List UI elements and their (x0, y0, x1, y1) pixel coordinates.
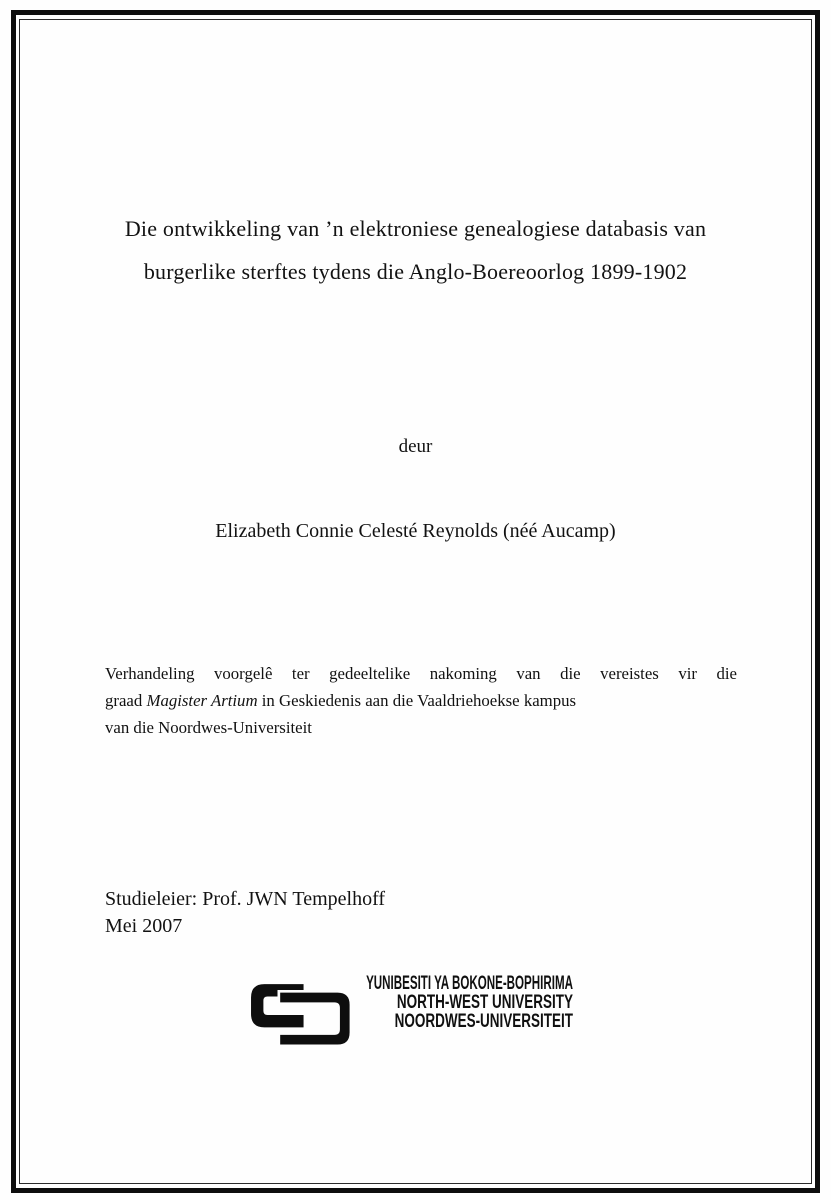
thesis-title-line-2: burgerlike sterftes tydens die Anglo-Boereoorlog 1899-1902 (143, 259, 688, 284)
thesis-title (0, 207, 831, 293)
submission-line-2-suffix: in Geskiedenis aan die Vaaldriehoekse kampus (257, 691, 577, 710)
byline-deur: deur (398, 436, 433, 457)
university-name-english: NORTH-WEST UNIVERSITY (396, 992, 573, 1013)
submission-line-3: van die Noordwes-Universiteit (105, 718, 312, 737)
submission-statement (105, 660, 737, 741)
submission-line-1: Verhandeling voorgelê ter gedeeltelike nakoming van die vereistes vir die (105, 664, 737, 683)
page-border-inner (19, 19, 812, 1184)
submission-line-2-prefix: graad (105, 691, 147, 710)
supervisor-and-date (105, 886, 385, 940)
degree-name-italic: Magister Artium (146, 691, 258, 710)
date-line: Mei 2007 (105, 915, 183, 937)
submission-line-2 (105, 687, 737, 714)
thesis-title-line-1: Die ontwikkeling van ’n elektroniese genealogiese databasis van (124, 216, 707, 241)
supervisor-line: Studieleier: Prof. JWN Tempelhoff (105, 888, 386, 910)
author-name: Elizabeth Connie Celesté Reynolds (néé Aucamp) (215, 520, 616, 542)
university-name-setswana: YUNIBESITI YA BOKONE-BOPHIRIMA (366, 973, 573, 994)
university-name-afrikaans: NOORDWES-UNIVERSITEIT (394, 1011, 573, 1032)
